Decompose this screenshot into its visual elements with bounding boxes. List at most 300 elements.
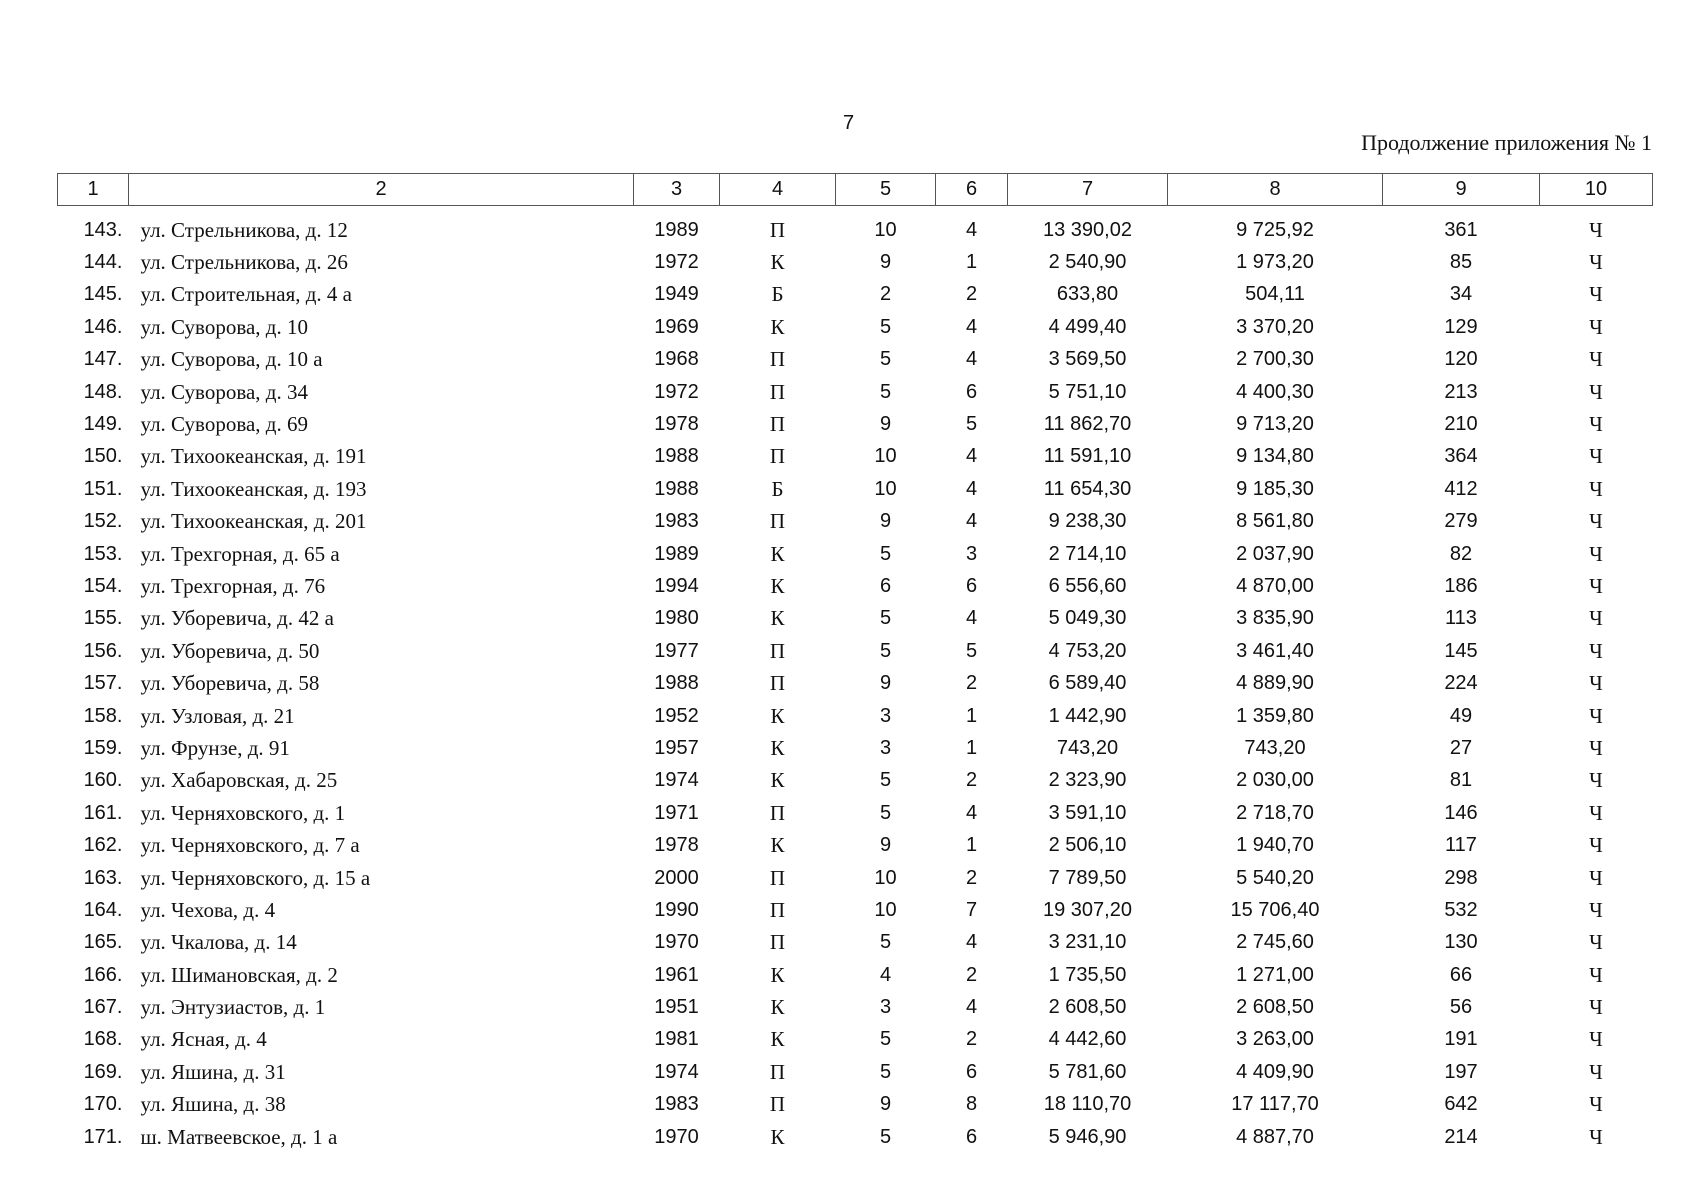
living-area-cell: 4 400,30 (1236, 380, 1314, 403)
ownership-cell: Ч (1589, 509, 1603, 534)
floors-cell: 9 (879, 510, 892, 533)
total-area-cell: 1 442,90 (1048, 704, 1127, 727)
ownership-cell: Ч (1589, 1059, 1603, 1084)
column-header: 6 (936, 174, 1008, 206)
table-row (58, 862, 1653, 894)
material-cell: П (769, 217, 786, 242)
living-area-cell: 743,20 (1244, 736, 1306, 759)
year-cell: 1949 (654, 283, 699, 306)
total-area-cell: 5 946,90 (1048, 1125, 1127, 1148)
material-cell: Б (771, 476, 784, 501)
material-cell: К (770, 703, 785, 728)
living-area-cell: 1 359,80 (1236, 704, 1314, 727)
table-row (58, 311, 1653, 343)
address-cell: ул. Суворова, д. 10 (140, 314, 308, 339)
residents-cell: 191 (1444, 1028, 1478, 1051)
material-cell: П (769, 865, 786, 890)
residents-cell: 298 (1444, 866, 1478, 889)
row-number-cell: 147. (83, 348, 123, 371)
entrances-cell: 4 (965, 931, 978, 954)
residents-cell: 642 (1444, 1093, 1478, 1116)
table-row (58, 206, 1653, 247)
total-area-cell: 743,20 (1056, 736, 1119, 759)
address-cell: ул. Суворова, д. 69 (140, 412, 308, 437)
total-area-cell: 2 540,90 (1048, 251, 1127, 274)
living-area-cell: 1 940,70 (1236, 834, 1314, 857)
year-cell: 1970 (654, 1125, 699, 1148)
table-row (58, 991, 1653, 1023)
material-cell: К (770, 768, 785, 793)
floors-cell: 10 (874, 477, 897, 500)
total-area-cell: 633,80 (1056, 283, 1119, 306)
table-row (58, 894, 1653, 926)
row-number-cell: 168. (83, 1028, 123, 1051)
entrances-cell: 4 (965, 348, 978, 371)
total-area-cell: 3 231,10 (1048, 931, 1127, 954)
year-cell: 1983 (654, 1093, 699, 1116)
table-row (58, 408, 1653, 440)
residents-cell: 279 (1444, 510, 1478, 533)
row-number-cell: 160. (83, 769, 123, 792)
table-row (58, 765, 1653, 797)
column-header: 9 (1383, 174, 1540, 206)
ownership-cell: Ч (1589, 671, 1603, 696)
living-area-cell: 504,11 (1245, 283, 1305, 306)
floors-cell: 3 (879, 704, 892, 727)
table-row (58, 603, 1653, 635)
ownership-cell: Ч (1589, 379, 1603, 404)
address-cell: ул. Чехова, д. 4 (140, 897, 276, 922)
ownership-cell: Ч (1589, 541, 1603, 566)
year-cell: 1980 (654, 607, 699, 630)
row-number-cell: 158. (83, 704, 123, 727)
column-header: 8 (1168, 174, 1383, 206)
residents-cell: 210 (1444, 413, 1478, 436)
total-area-cell: 3 591,10 (1048, 801, 1127, 824)
housing-registry-table (57, 173, 1653, 1153)
living-area-cell: 3 263,00 (1236, 1028, 1314, 1051)
floors-cell: 3 (879, 996, 892, 1019)
living-area-cell: 3 835,90 (1236, 607, 1314, 630)
year-cell: 1988 (654, 672, 699, 695)
entrances-cell: 1 (965, 736, 978, 759)
ownership-cell: Ч (1589, 573, 1603, 598)
material-cell: П (769, 444, 786, 469)
material-cell: П (769, 800, 786, 825)
residents-cell: 214 (1444, 1125, 1478, 1148)
ownership-cell: Ч (1589, 833, 1603, 858)
entrances-cell: 4 (965, 801, 978, 824)
ownership-cell: Ч (1589, 476, 1603, 501)
address-cell: ул. Фрунзе, д. 91 (140, 735, 290, 760)
total-area-cell: 5 049,30 (1048, 607, 1127, 630)
living-area-cell: 9 725,92 (1236, 218, 1314, 241)
material-cell: П (769, 509, 786, 534)
ownership-cell: Ч (1589, 768, 1603, 793)
address-cell: ул. Тихоокеанская, д. 191 (140, 444, 367, 469)
ownership-cell: Ч (1589, 800, 1603, 825)
row-number-cell: 171. (83, 1125, 123, 1148)
living-area-cell: 2 030,00 (1236, 769, 1314, 792)
year-cell: 1978 (654, 834, 699, 857)
total-area-cell: 11 654,30 (1043, 477, 1132, 500)
table-row (58, 1056, 1653, 1088)
total-area-cell: 6 556,60 (1048, 574, 1127, 597)
floors-cell: 10 (874, 445, 897, 468)
residents-cell: 197 (1444, 1060, 1478, 1083)
floors-cell: 2 (879, 283, 892, 306)
material-cell: К (770, 541, 785, 566)
living-area-cell: 2 037,90 (1236, 542, 1314, 565)
floors-cell: 5 (879, 639, 892, 662)
material-cell: Б (771, 282, 784, 307)
floors-cell: 5 (879, 380, 892, 403)
living-area-cell: 9 713,20 (1236, 413, 1314, 436)
table-row (58, 1121, 1653, 1153)
row-number-cell: 167. (83, 996, 123, 1019)
ownership-cell: Ч (1589, 735, 1603, 760)
table-row (58, 667, 1653, 699)
year-cell: 1974 (654, 769, 699, 792)
address-cell: ул. Тихоокеанская, д. 193 (140, 476, 367, 501)
row-number-cell: 164. (83, 898, 123, 921)
ownership-cell: Ч (1589, 1092, 1603, 1117)
residents-cell: 82 (1449, 542, 1473, 565)
material-cell: К (770, 995, 785, 1020)
year-cell: 1974 (654, 1060, 699, 1083)
entrances-cell: 3 (965, 542, 978, 565)
entrances-cell: 1 (965, 704, 978, 727)
year-cell: 1957 (654, 736, 699, 759)
column-header: 1 (58, 174, 129, 206)
residents-cell: 412 (1444, 477, 1478, 500)
year-cell: 1990 (654, 898, 699, 921)
address-cell: ул. Строительная, д. 4 а (140, 282, 352, 307)
residents-cell: 27 (1449, 736, 1473, 759)
entrances-cell: 7 (965, 898, 978, 921)
entrances-cell: 4 (965, 218, 978, 241)
row-number-cell: 166. (83, 963, 123, 986)
material-cell: П (769, 671, 786, 696)
column-number-header-row (58, 174, 1653, 206)
living-area-cell: 2 608,50 (1236, 996, 1314, 1019)
entrances-cell: 2 (965, 283, 978, 306)
row-number-cell: 150. (83, 445, 123, 468)
material-cell: К (770, 250, 785, 275)
table-row (58, 829, 1653, 861)
table-row (58, 732, 1653, 764)
floors-cell: 5 (879, 348, 892, 371)
floors-cell: 10 (874, 898, 897, 921)
year-cell: 1969 (654, 315, 699, 338)
year-cell: 1952 (654, 704, 699, 727)
ownership-cell: Ч (1589, 412, 1603, 437)
page-number: 7 (842, 112, 855, 134)
row-number-cell: 151. (83, 477, 123, 500)
total-area-cell: 18 110,70 (1043, 1093, 1132, 1116)
year-cell: 1989 (654, 218, 699, 241)
year-cell: 1981 (654, 1028, 699, 1051)
entrances-cell: 4 (965, 607, 978, 630)
ownership-cell: Ч (1589, 1027, 1603, 1052)
entrances-cell: 6 (965, 1125, 978, 1148)
address-cell: ул. Уборевича, д. 50 (140, 638, 320, 663)
table-row (58, 279, 1653, 311)
column-header: 10 (1540, 174, 1653, 206)
total-area-cell: 2 323,90 (1048, 769, 1127, 792)
material-cell: П (769, 930, 786, 955)
floors-cell: 9 (879, 834, 892, 857)
year-cell: 1988 (654, 445, 699, 468)
table-row (58, 570, 1653, 602)
table-row (58, 797, 1653, 829)
material-cell: П (769, 347, 786, 372)
residents-cell: 34 (1449, 283, 1473, 306)
material-cell: К (770, 606, 785, 631)
address-cell: ул. Уборевича, д. 58 (140, 671, 320, 696)
entrances-cell: 5 (965, 413, 978, 436)
entrances-cell: 8 (965, 1093, 978, 1116)
material-cell: П (769, 897, 786, 922)
living-area-cell: 4 887,70 (1236, 1125, 1314, 1148)
year-cell: 1971 (654, 801, 699, 824)
residents-cell: 361 (1444, 218, 1478, 241)
entrances-cell: 1 (965, 834, 978, 857)
address-cell: ул. Яшина, д. 38 (140, 1092, 286, 1117)
entrances-cell: 4 (965, 445, 978, 468)
material-cell: К (770, 962, 785, 987)
row-number-cell: 153. (83, 542, 123, 565)
address-cell: ул. Трехгорная, д. 76 (140, 573, 326, 598)
floors-cell: 5 (879, 1060, 892, 1083)
table-row (58, 344, 1653, 376)
address-cell: ул. Стрельникова, д. 26 (140, 250, 348, 275)
address-cell: ул. Хабаровская, д. 25 (140, 768, 338, 793)
table-row (58, 959, 1653, 991)
total-area-cell: 11 862,70 (1043, 413, 1132, 436)
living-area-cell: 2 745,60 (1236, 931, 1314, 954)
material-cell: К (770, 735, 785, 760)
column-header: 4 (720, 174, 836, 206)
material-cell: П (769, 379, 786, 404)
total-area-cell: 2 506,10 (1048, 834, 1127, 857)
living-area-cell: 4 409,90 (1236, 1060, 1314, 1083)
year-cell: 1988 (654, 477, 699, 500)
address-cell: ул. Узловая, д. 21 (140, 703, 295, 728)
total-area-cell: 4 499,40 (1048, 315, 1127, 338)
living-area-cell: 1 973,20 (1236, 251, 1314, 274)
ownership-cell: Ч (1589, 314, 1603, 339)
living-area-cell: 4 870,00 (1236, 574, 1314, 597)
address-cell: ул. Шимановская, д. 2 (140, 962, 338, 987)
column-header: 5 (836, 174, 936, 206)
total-area-cell: 9 238,30 (1048, 510, 1127, 533)
table-row (58, 246, 1653, 278)
year-cell: 1989 (654, 542, 699, 565)
ownership-cell: Ч (1589, 703, 1603, 728)
row-number-cell: 163. (83, 866, 123, 889)
year-cell: 1968 (654, 348, 699, 371)
entrances-cell: 2 (965, 672, 978, 695)
residents-cell: 145 (1444, 639, 1478, 662)
total-area-cell: 4 442,60 (1048, 1028, 1127, 1051)
floors-cell: 10 (874, 218, 897, 241)
material-cell: К (770, 1027, 785, 1052)
material-cell: П (769, 1092, 786, 1117)
row-number-cell: 162. (83, 834, 123, 857)
entrances-cell: 4 (965, 510, 978, 533)
total-area-cell: 2 714,10 (1048, 542, 1127, 565)
total-area-cell: 5 781,60 (1048, 1060, 1127, 1083)
year-cell: 1978 (654, 413, 699, 436)
floors-cell: 6 (879, 574, 892, 597)
living-area-cell: 2 718,70 (1236, 801, 1314, 824)
row-number-cell: 152. (83, 510, 123, 533)
year-cell: 1961 (654, 963, 699, 986)
table-row (58, 376, 1653, 408)
address-cell: ул. Трехгорная, д. 65 а (140, 541, 340, 566)
total-area-cell: 2 608,50 (1048, 996, 1127, 1019)
year-cell: 1983 (654, 510, 699, 533)
residents-cell: 224 (1444, 672, 1478, 695)
year-cell: 1977 (654, 639, 699, 662)
column-header: 2 (129, 174, 634, 206)
entrances-cell: 4 (965, 996, 978, 1019)
row-number-cell: 155. (83, 607, 123, 630)
floors-cell: 10 (874, 866, 897, 889)
entrances-cell: 6 (965, 380, 978, 403)
year-cell: 2000 (654, 866, 699, 889)
living-area-cell: 1 271,00 (1236, 963, 1314, 986)
entrances-cell: 4 (965, 315, 978, 338)
ownership-cell: Ч (1589, 444, 1603, 469)
entrances-cell: 2 (965, 769, 978, 792)
address-cell: ул. Суворова, д. 34 (140, 379, 308, 404)
entrances-cell: 5 (965, 639, 978, 662)
entrances-cell: 6 (965, 574, 978, 597)
address-cell: ул. Стрельникова, д. 12 (140, 217, 348, 242)
entrances-cell: 2 (965, 1028, 978, 1051)
floors-cell: 4 (879, 963, 892, 986)
residents-cell: 66 (1449, 963, 1473, 986)
floors-cell: 5 (879, 931, 892, 954)
total-area-cell: 5 751,10 (1048, 380, 1127, 403)
row-number-cell: 143. (83, 218, 123, 241)
ownership-cell: Ч (1589, 962, 1603, 987)
table-row (58, 441, 1653, 473)
floors-cell: 9 (879, 1093, 892, 1116)
address-cell: ул. Яшина, д. 31 (140, 1059, 286, 1084)
living-area-cell: 5 540,20 (1236, 866, 1314, 889)
residents-cell: 146 (1444, 801, 1478, 824)
material-cell: К (770, 314, 785, 339)
row-number-cell: 169. (83, 1060, 123, 1083)
year-cell: 1994 (654, 574, 699, 597)
material-cell: К (770, 573, 785, 598)
row-number-cell: 145. (83, 283, 123, 306)
total-area-cell: 4 753,20 (1048, 639, 1127, 662)
material-cell: К (770, 833, 785, 858)
living-area-cell: 3 461,40 (1236, 639, 1314, 662)
floors-cell: 9 (879, 251, 892, 274)
year-cell: 1951 (654, 996, 699, 1019)
year-cell: 1972 (654, 380, 699, 403)
table-body (58, 206, 1653, 1154)
address-cell: ул. Уборевича, д. 42 а (140, 606, 334, 631)
year-cell: 1970 (654, 931, 699, 954)
column-header: 3 (634, 174, 720, 206)
residents-cell: 364 (1444, 445, 1478, 468)
table-row (58, 1089, 1653, 1121)
living-area-cell: 3 370,20 (1236, 315, 1314, 338)
residents-cell: 532 (1444, 898, 1478, 921)
residents-cell: 56 (1449, 996, 1473, 1019)
address-cell: ул. Черняховского, д. 1 (140, 800, 346, 825)
row-number-cell: 148. (83, 380, 123, 403)
floors-cell: 3 (879, 736, 892, 759)
residents-cell: 186 (1444, 574, 1478, 597)
entrances-cell: 4 (965, 477, 978, 500)
table-row (58, 927, 1653, 959)
residents-cell: 85 (1449, 251, 1473, 274)
year-cell: 1972 (654, 251, 699, 274)
entrances-cell: 6 (965, 1060, 978, 1083)
floors-cell: 5 (879, 1125, 892, 1148)
residents-cell: 130 (1444, 931, 1478, 954)
row-number-cell: 170. (83, 1093, 123, 1116)
material-cell: К (770, 1124, 785, 1149)
row-number-cell: 156. (83, 639, 123, 662)
entrances-cell: 1 (965, 251, 978, 274)
address-cell: ул. Энтузиастов, д. 1 (140, 995, 326, 1020)
residents-cell: 120 (1444, 348, 1478, 371)
row-number-cell: 146. (83, 315, 123, 338)
floors-cell: 5 (879, 801, 892, 824)
total-area-cell: 19 307,20 (1043, 898, 1132, 921)
address-cell: ул. Черняховского, д. 7 а (140, 833, 360, 858)
address-cell: ул. Чкалова, д. 14 (140, 930, 297, 955)
ownership-cell: Ч (1589, 638, 1603, 663)
row-number-cell: 144. (83, 251, 123, 274)
residents-cell: 213 (1444, 380, 1478, 403)
ownership-cell: Ч (1589, 865, 1603, 890)
ownership-cell: Ч (1589, 930, 1603, 955)
entrances-cell: 2 (965, 866, 978, 889)
row-number-cell: 154. (83, 574, 123, 597)
ownership-cell: Ч (1589, 217, 1603, 242)
residents-cell: 129 (1444, 315, 1478, 338)
column-header: 7 (1008, 174, 1168, 206)
total-area-cell: 3 569,50 (1048, 348, 1127, 371)
floors-cell: 5 (879, 542, 892, 565)
floors-cell: 9 (879, 413, 892, 436)
ownership-cell: Ч (1589, 1124, 1603, 1149)
table-row (58, 506, 1653, 538)
floors-cell: 5 (879, 315, 892, 338)
residents-cell: 81 (1449, 769, 1473, 792)
material-cell: П (769, 1059, 786, 1084)
table-row (58, 635, 1653, 667)
row-number-cell: 149. (83, 413, 123, 436)
address-cell: ул. Черняховского, д. 15 а (140, 865, 371, 890)
living-area-cell: 15 706,40 (1230, 898, 1320, 921)
total-area-cell: 6 589,40 (1048, 672, 1127, 695)
ownership-cell: Ч (1589, 282, 1603, 307)
residents-cell: 113 (1445, 607, 1477, 630)
living-area-cell: 2 700,30 (1236, 348, 1314, 371)
table-row (58, 1024, 1653, 1056)
living-area-cell: 9 185,30 (1236, 477, 1314, 500)
